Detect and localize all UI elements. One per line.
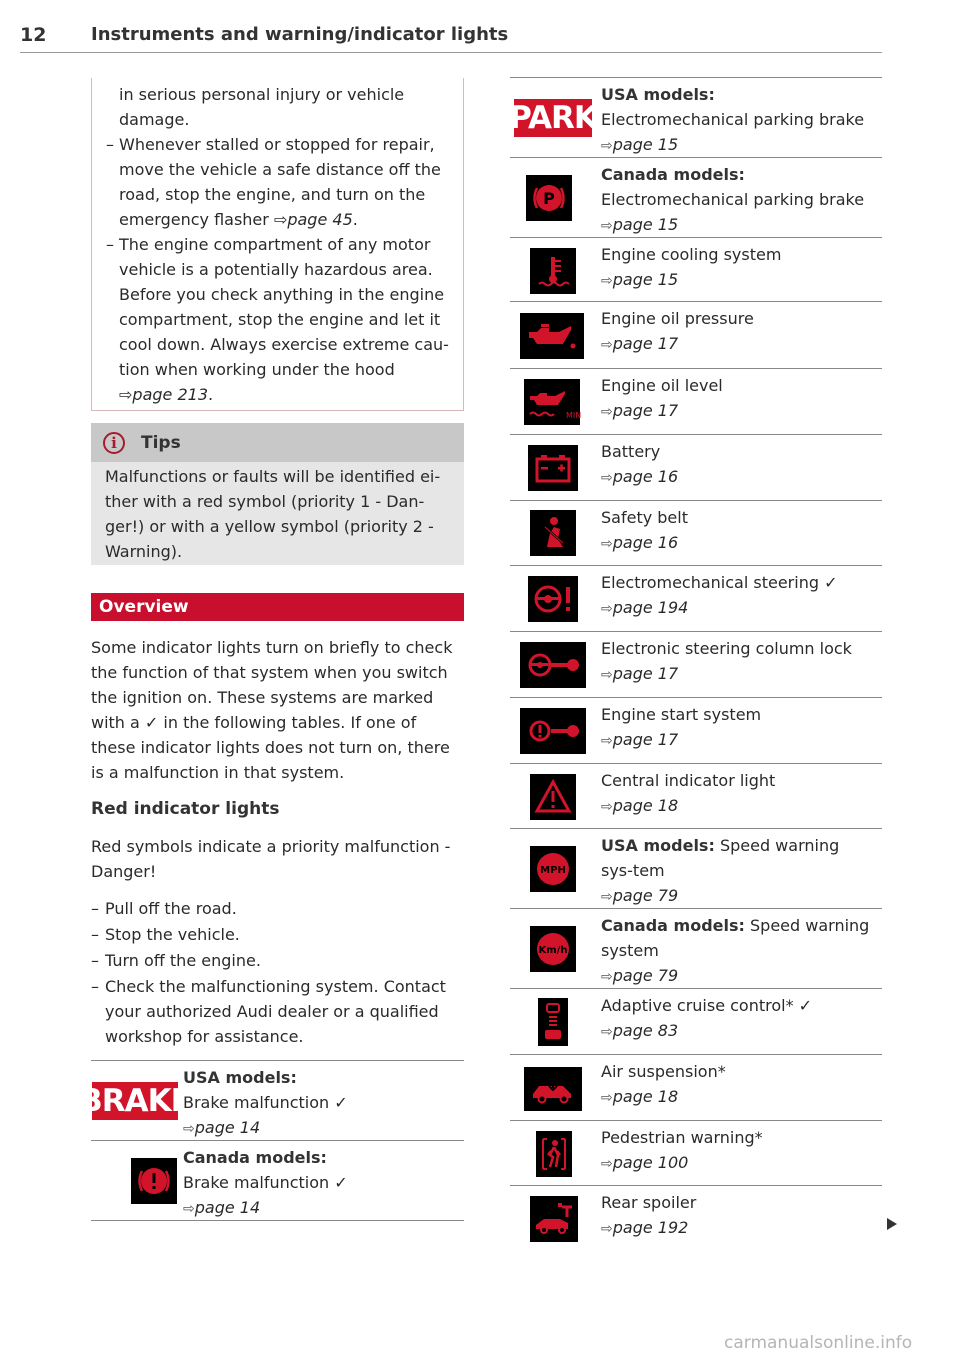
- arrow-icon: ⇨: [601, 470, 613, 486]
- page-ref[interactable]: page 17: [612, 730, 679, 749]
- list-item: – Pull off the road.: [91, 896, 464, 921]
- list-item: – Turn off the engine.: [91, 948, 464, 973]
- table-row: Engine start system ⇨page 17: [510, 698, 882, 764]
- page-header: [20, 24, 882, 53]
- arrow-icon: ⇨: [601, 969, 613, 985]
- table-row: Rear spoiler ⇨page 192: [510, 1186, 882, 1252]
- overview-heading: Overview: [91, 593, 464, 621]
- page-ref[interactable]: page 17: [612, 664, 679, 683]
- page-ref[interactable]: page 16: [612, 533, 679, 552]
- list-item: – Check the malfunctioning system. Contact your authorized Audi dealer or a qualified workshop for assistance.: [91, 974, 464, 1049]
- arrow-icon: ⇨: [601, 138, 613, 154]
- page-ref[interactable]: page 17: [612, 334, 679, 353]
- tips-header: [91, 423, 464, 462]
- arrow-icon: ⇨: [601, 601, 613, 617]
- table-row: Electronic steering column lock ⇨page 17: [510, 632, 882, 698]
- table-row: MPH USA models: Speed warning sys-tem ⇨page 79: [510, 829, 882, 909]
- mph-speed-icon: [530, 846, 576, 892]
- arrow-icon: ⇨: [601, 1221, 613, 1237]
- tips-label: Tips: [141, 432, 181, 453]
- brake-circle-icon: [131, 1158, 177, 1204]
- page-ref[interactable]: page 17: [612, 401, 679, 420]
- table-row: Air suspension* ⇨page 18: [510, 1055, 882, 1121]
- battery-icon: [528, 445, 578, 491]
- overview-intro: Some indicator lights turn on briefly to check the function of that system when you switch the ignition on. These systems are marked with a ✓ in the following tables. If one of these indicator lights does not turn on, there is a malfunction in that system.: [91, 638, 453, 782]
- steering-wheel-warning-icon: [528, 576, 578, 622]
- table-row: BRAKE USA models: Brake malfunction ✓ ⇨page 14: [91, 1061, 464, 1141]
- oil-pressure-icon: [520, 313, 584, 359]
- table-row: Engine cooling system ⇨page 15: [510, 238, 882, 302]
- arrow-icon: ⇨: [601, 273, 613, 289]
- table-row: Electromechanical steering ✓ ⇨page 194: [510, 566, 882, 632]
- warning-box: [91, 78, 464, 411]
- arrow-icon: ⇨: [601, 799, 613, 815]
- red-indicator-heading: Red indicator lights: [91, 799, 280, 819]
- page-ref[interactable]: page 79: [612, 966, 679, 985]
- page-ref[interactable]: page 14: [194, 1198, 261, 1217]
- park-text-icon: PARK: [509, 100, 597, 136]
- arrow-icon: ⇨: [601, 1024, 613, 1040]
- page-ref[interactable]: page 194: [612, 598, 689, 617]
- left-indicator-table: [79, 1060, 464, 1221]
- page-ref[interactable]: page 45: [287, 210, 353, 229]
- page-ref[interactable]: page 15: [612, 135, 679, 154]
- table-row: Central indicator light ⇨page 18: [510, 764, 882, 829]
- page-ref[interactable]: page 18: [612, 1087, 679, 1106]
- table-row: Canada models: Brake malfunction ✓ ⇨page 14: [91, 1141, 464, 1221]
- steering-column-lock-icon: [520, 642, 586, 688]
- warning-continuation: in serious personal injury or vehicle damage.: [119, 85, 405, 129]
- arrow-icon: ⇨: [601, 1090, 613, 1106]
- arrow-icon: ⇨: [601, 1156, 613, 1172]
- info-icon: i: [103, 432, 125, 454]
- list-item: – Stop the vehicle.: [91, 922, 464, 947]
- page-number: 12: [20, 24, 47, 46]
- table-row: P Canada models: Electromechanical parking brake ⇨page 15: [510, 158, 882, 238]
- table-row: PARK USA models: Electromechanical parking brake ⇨page 15: [510, 78, 882, 158]
- svg-text:Km/h: Km/h: [538, 945, 568, 956]
- table-row: Km/h Canada models: Speed warning system ⇨page 79: [510, 909, 882, 989]
- page-ref[interactable]: page 15: [612, 215, 679, 234]
- arrow-icon: ⇨: [183, 1121, 195, 1137]
- warning-item: – Whenever stalled or stopped for repair, move the vehicle a safe distance off the road, stop the engine, and turn on the emergency flasher ⇨page 45.: [106, 132, 449, 232]
- table-row: Engine oil pressure ⇨page 17: [510, 302, 882, 369]
- page-title: Instruments and warning/indicator lights: [91, 24, 509, 45]
- central-warning-triangle-icon: [530, 774, 576, 820]
- steps-list: [91, 896, 464, 1050]
- page-ref[interactable]: page 213: [132, 385, 208, 404]
- table-row: MIN Engine oil level ⇨page 17: [510, 369, 882, 435]
- rear-spoiler-icon: [530, 1196, 578, 1242]
- table-row: Battery ⇨page 16: [510, 435, 882, 501]
- arrow-icon: ⇨: [601, 218, 613, 234]
- svg-text:P: P: [543, 189, 555, 208]
- table-row: Pedestrian warning* ⇨page 100: [510, 1121, 882, 1186]
- arrow-icon: ⇨: [119, 385, 133, 404]
- page-ref[interactable]: page 83: [612, 1021, 679, 1040]
- parking-brake-icon: [526, 175, 572, 221]
- right-indicator-table: [510, 77, 882, 1252]
- engine-start-key-icon: [520, 708, 586, 754]
- pedestrian-warning-icon: [536, 1131, 572, 1177]
- arrow-icon: ⇨: [601, 536, 613, 552]
- oil-level-icon: [524, 379, 580, 425]
- page-ref[interactable]: page 79: [612, 886, 679, 905]
- page-ref[interactable]: page 100: [612, 1153, 689, 1172]
- svg-text:MIN: MIN: [566, 411, 582, 420]
- kmh-speed-icon: [530, 926, 576, 972]
- watermark: carmanualsonline.info: [724, 1333, 913, 1353]
- arrow-icon: ⇨: [601, 733, 613, 749]
- warning-item: – The engine compartment of any motor vehicle is a potentially hazardous area. Before you check anything in the engine compartment, stop the engine and let it cool down. Always exercise extreme cau-tion when working under the hood ⇨page 213.: [106, 232, 449, 407]
- arrow-icon: ⇨: [601, 337, 613, 353]
- red-indicator-text: Red symbols indicate a priority malfunction - Danger!: [91, 837, 451, 881]
- coolant-temperature-icon: [530, 248, 576, 294]
- arrow-icon: ⇨: [601, 889, 613, 905]
- table-row: Adaptive cruise control* ✓ ⇨page 83: [510, 989, 882, 1055]
- table-row: Safety belt ⇨page 16: [510, 501, 882, 566]
- next-page-arrow-icon[interactable]: [887, 1218, 897, 1230]
- adaptive-cruise-icon: [538, 998, 568, 1046]
- svg-text:MPH: MPH: [540, 865, 566, 876]
- tips-body: Malfunctions or faults will be identified ei-ther with a red symbol (priority 1 - Dan-ger!) or with a yellow symbol (priority 2 - Warning).: [91, 462, 464, 565]
- page-ref[interactable]: page 15: [612, 270, 679, 289]
- arrow-icon: ⇨: [601, 667, 613, 683]
- brake-text-icon: BRAKE: [79, 1083, 191, 1119]
- arrow-icon: ⇨: [273, 210, 288, 229]
- page-ref[interactable]: page 192: [612, 1218, 689, 1237]
- page-ref[interactable]: page 14: [194, 1118, 261, 1137]
- arrow-icon: ⇨: [601, 404, 613, 420]
- page-ref[interactable]: page 16: [612, 467, 679, 486]
- air-suspension-icon: [524, 1067, 582, 1111]
- page-ref[interactable]: page 18: [612, 796, 679, 815]
- arrow-icon: ⇨: [183, 1201, 195, 1217]
- seat-belt-icon: [530, 510, 576, 556]
